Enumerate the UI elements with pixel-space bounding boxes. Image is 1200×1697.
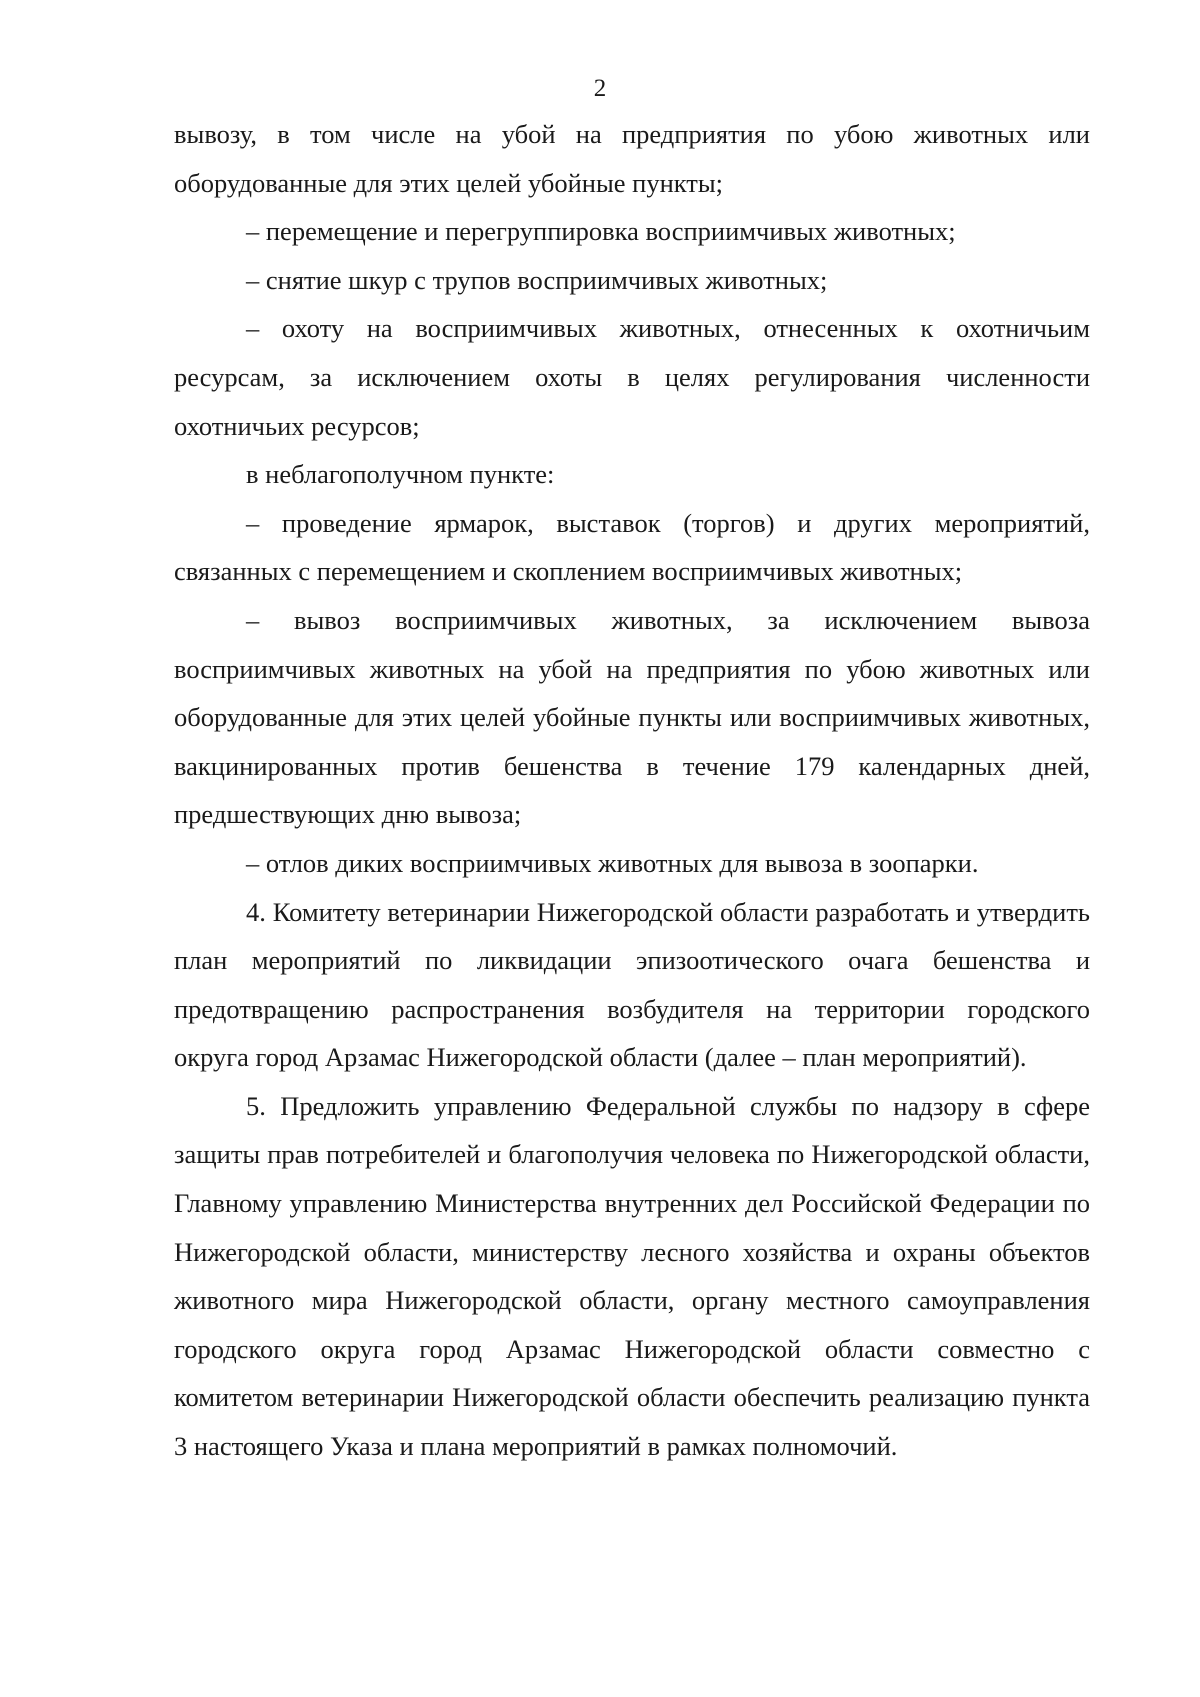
paragraph-hunting: – охоту на восприимчивых животных, отнесенных к охотничьим ресурсам, за исключением охоты в целях регулирования численности охотничьих ресурсов; <box>174 313 1090 441</box>
paragraph-item-5: 5. Предложить управлению Федеральной службы по надзору в сфере защиты прав потребителей и благополучия человека по Нижегородской области, Главному управлению Министерства внутренних дел Российской Федерации по Нижегородской области, министерству лесного хозяйства и охраны объектов животного мира Нижегородской области, органу местного самоуправления городского округа город Арзамас Нижегородской области совместно с комитетом ветеринарии Нижегородской области обеспечить реализацию пункта 3 настоящего Указа и плана мероприятий в рамках полномочий. <box>174 1090 1090 1462</box>
page-number: 2 <box>593 75 607 102</box>
paragraph-export-ban: – вывоз восприимчивых животных, за исключением вывоза восприимчивых животных на убой на предприятия по убою животных или оборудованные для этих целей убойные пункты или восприимчивых животных, вакцинированных против бешенства в течение 179 календарных дней, предшествующих дню вывоза; <box>174 604 1090 830</box>
paragraph-fairs-exhibitions: – проведение ярмарок, выставок (торгов) и других мероприятий, связанных с перемещением и скоплением восприимчивых животных; <box>174 507 1090 587</box>
paragraph-movement-regrouping: – перемещение и перегруппировка восприимчивых животных; <box>246 216 956 247</box>
paragraph-item-4: 4. Комитету ветеринарии Нижегородской области разработать и утвердить план мероприятий по ликвидации эпизоотического очага бешенства и предотвращению распространения возбудителя на территории городского округа город Арзамас Нижегородской области (далее – план мероприятий). <box>174 896 1090 1073</box>
paragraph-wild-animal-capture: – отлов диких восприимчивых животных для вывоза в зоопарки. <box>246 847 979 878</box>
document-body <box>174 110 1090 1471</box>
paragraph-skinning: – снятие шкур с трупов восприимчивых животных; <box>246 264 828 295</box>
paragraph-export-continuation: вывозу, в том числе на убой на предприятия по убою животных или оборудованные для этих целей убойные пункты; <box>174 119 1090 198</box>
paragraph-unfavorable-point-heading: в неблагополучном пункте: <box>246 459 555 490</box>
